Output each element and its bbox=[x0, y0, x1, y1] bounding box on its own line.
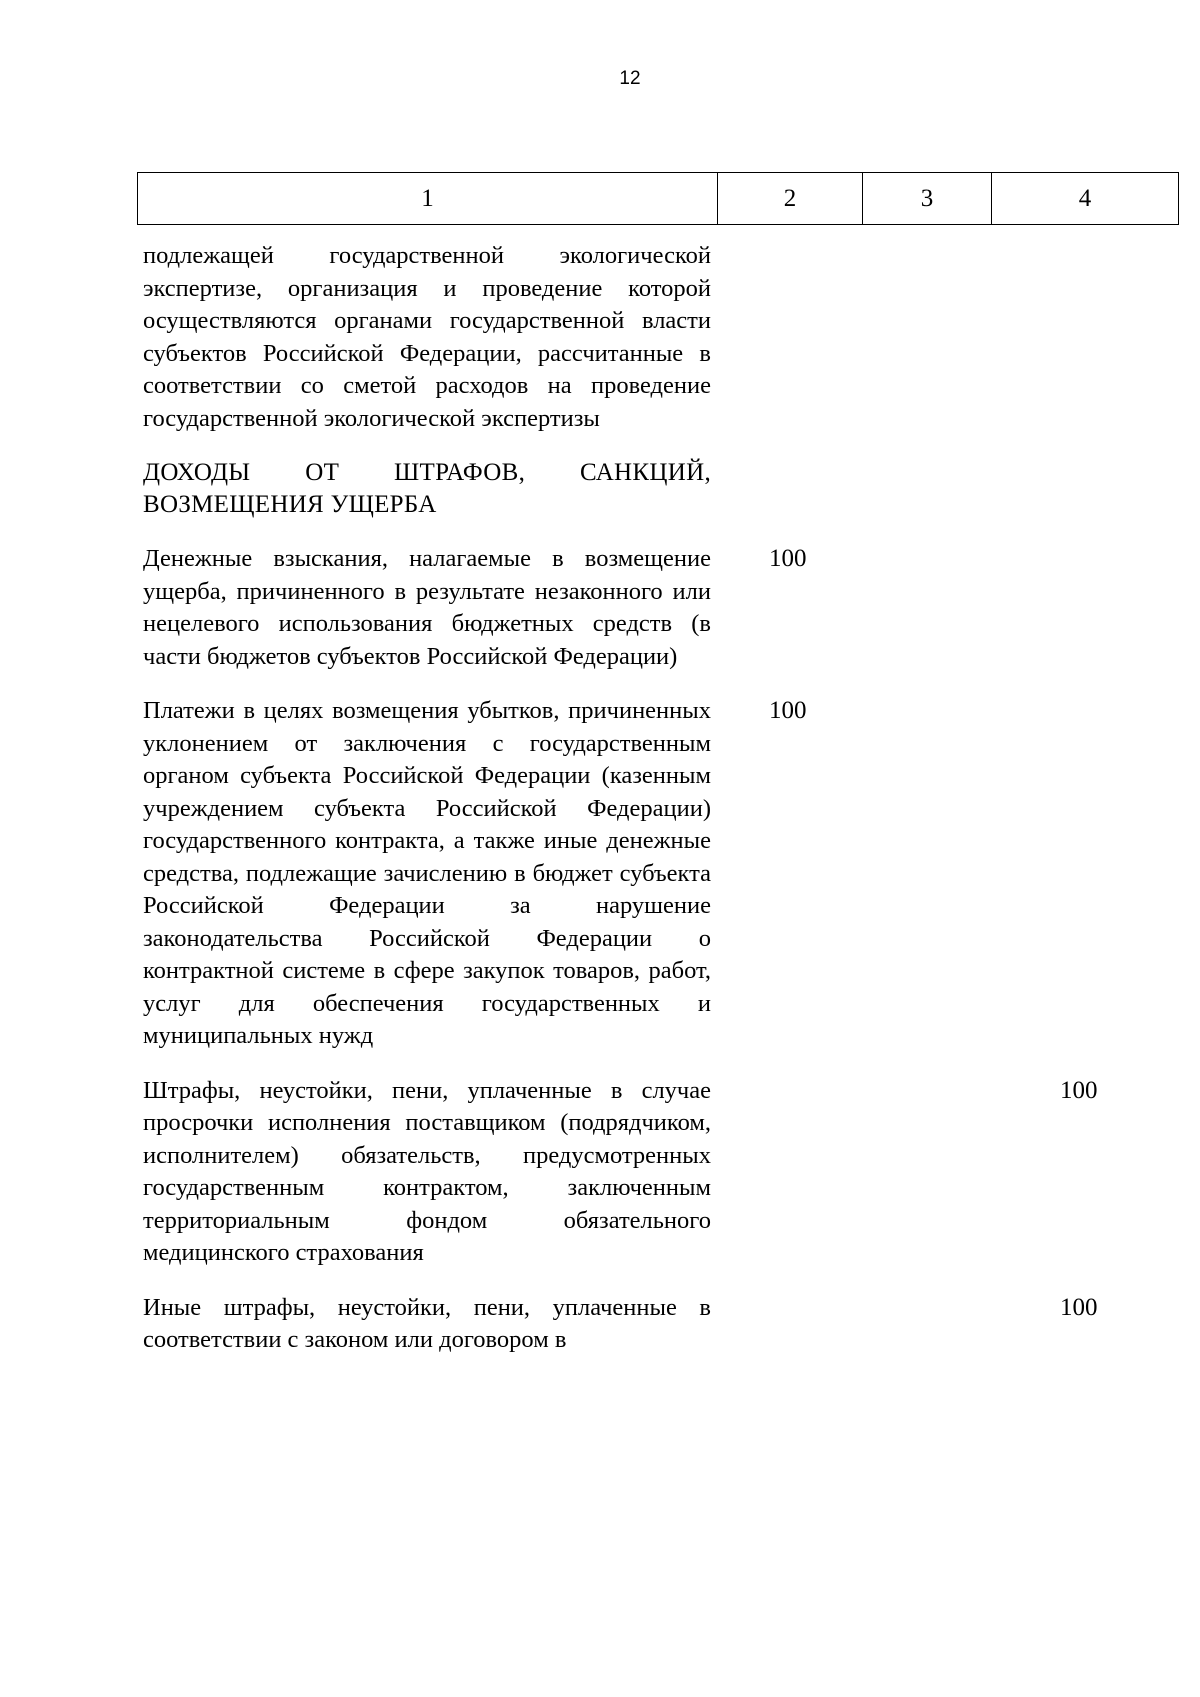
page-number: 12 bbox=[619, 68, 641, 89]
header-col-1: 1 bbox=[138, 173, 718, 225]
header-row bbox=[138, 173, 1179, 225]
row-description: Иные штрафы, неустойки, пени, уплаченные в соответствии с законом или договором в bbox=[143, 1293, 711, 1353]
table-row bbox=[143, 457, 1179, 521]
section-heading: ДОХОДЫ ОТ ШТРАФОВ, САНКЦИЙ, ВОЗМЕЩЕНИЯ УЩЕРБА bbox=[143, 459, 711, 518]
row-description: Штрафы, неустойки, пени, уплаченные в случае просрочки исполнения поставщиком (подрядчиком, исполнителем) обязательств, предусмотренных государственным контрактом, заключенным территориальным фондом обязательного медицинского страхования bbox=[143, 1076, 711, 1266]
row-value-col-4: 100 bbox=[1060, 1076, 1098, 1104]
row-value-col-2: 100 bbox=[769, 545, 807, 572]
row-value-col-2: 100 bbox=[769, 697, 807, 724]
table-row bbox=[143, 1075, 1179, 1270]
table-row bbox=[143, 240, 1179, 435]
table-row bbox=[143, 543, 1179, 673]
table-row bbox=[143, 1292, 1179, 1357]
row-description: подлежащей государственной экологической экспертизе, организация и проведение которой осуществляются органами государственной власти субъектов Российской Федерации, рассчитанные в соответствии со сметой расходов на проведение государственной экологической экспертизы bbox=[143, 242, 711, 432]
table-body bbox=[143, 240, 1179, 1379]
header-col-3: 3 bbox=[863, 173, 992, 225]
row-value-col-4: 100 bbox=[1060, 1293, 1098, 1321]
table-row bbox=[143, 695, 1179, 1053]
table-header bbox=[137, 172, 1179, 225]
header-col-2: 2 bbox=[718, 173, 863, 225]
row-description: Денежные взыскания, налагаемые в возмещение ущерба, причиненного в результате незаконного или нецелевого использования бюджетных средств (в части бюджетов субъектов Российской Федерации) bbox=[143, 545, 711, 670]
row-description: Платежи в целях возмещения убытков, причиненных уклонением от заключения с государственным органом субъекта Российской Федерации (казенным учреждением субъекта Российской Федерации) государственного контракта, а также иные денежные средства, подлежащие зачислению в бюджет субъекта Российской Федерации за нарушение законодательства Российской Федерации о контрактной системе в сфере закупок товаров, работ, услуг для обеспечения государственных и муниципальных нужд bbox=[143, 697, 711, 1049]
header-col-4: 4 bbox=[992, 173, 1179, 225]
